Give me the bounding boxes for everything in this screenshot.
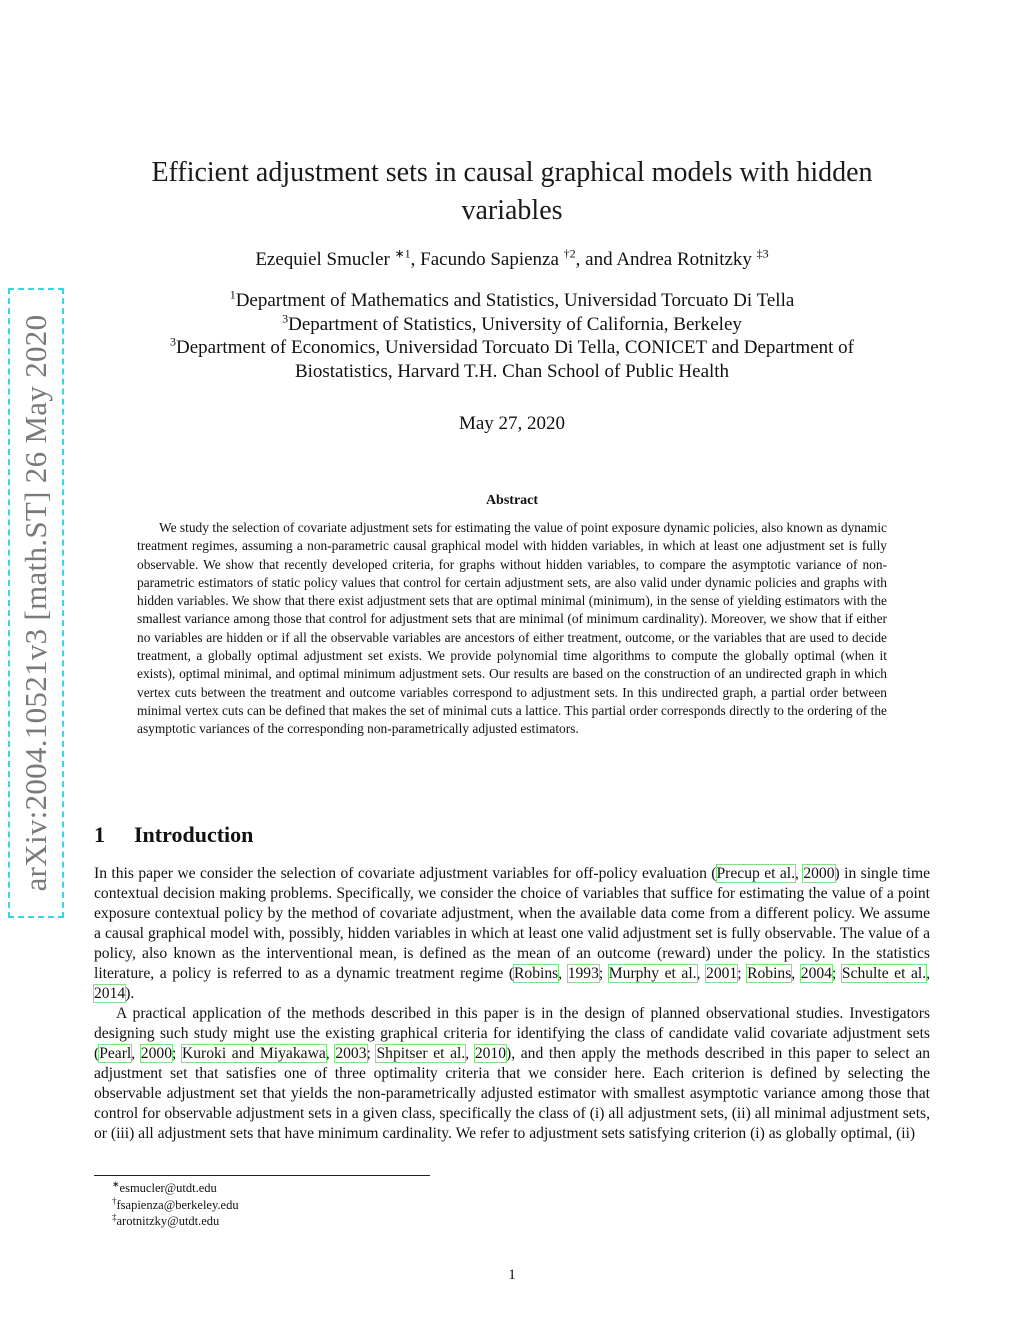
footnote-rule <box>94 1175 430 1176</box>
body-text <box>94 864 930 1144</box>
affiliation-line: $^1$Department of Mathematics and Statistics, Universidad Torcuato Di Tella <box>229 287 795 311</box>
citation-link[interactable]: 2014 <box>94 985 126 1002</box>
section-heading <box>94 822 253 848</box>
author-list <box>120 248 904 272</box>
citation-link[interactable]: 2001 <box>706 965 738 982</box>
citation-link[interactable]: 2000 <box>140 1045 172 1062</box>
paragraph: In this paper we consider the selection of covariate adjustment variables for off-policy evaluation (Precup et al., 2000) in single time contextual decision making problems. Specifically, we consider the choice of variables that suffice for estimating the value of a point exposure contextual policy by the method of covariate adjustment, when the available data come from a different policy. We assume a causal graphical model with, possibly, hidden variables in which at least one valid adjustment set is fully observable. The value of a policy, also known as the interventional mean, is defined as the mean of an outcome (reward) under the policy. In the statistics literature, a policy is referred to as a dynamic treatment regime (Robins, 1993; Murphy et al., 2001; Robins, 2004; Schulte et al., 2014). <box>94 865 931 1002</box>
citation-link[interactable]: Kuroki and Miyakawa <box>181 1045 326 1062</box>
citation-link[interactable]: 2004 <box>800 965 832 982</box>
paper-date: May 27, 2020 <box>458 413 566 434</box>
abstract-heading: Abstract <box>485 493 539 508</box>
citation-link[interactable]: 2000 <box>803 865 835 882</box>
affiliation-line: $^3$Department of Economics, Universidad Torcuato Di Tella, CONICET and Department of <box>170 334 854 358</box>
footnote-email[interactable]: fsapienza@berkeley.edu <box>116 1197 239 1212</box>
citation-link[interactable]: Robins <box>514 965 559 982</box>
abstract-text: We study the selection of covariate adjustment sets for estimating the value of point exposure dynamic policies, also known as dynamic treatment regimes, assuming a non-parametric causal graphical model with hidden variables, in which at least one adjustment set is fully observable. We show that recently developed criteria, for graphs without hidden variables, to compare the asymptotic variance of non-parametric estimators of static policy values that control for certain adjustment sets, are also valid under dynamic policies and graphs with hidden variables. We show that there exist adjustment sets that are optimal minimal (minimum), in the sense of yielding estimators with the smallest variance among those that control for adjustment sets that are minimal (of minimum cardinality). Moreover, we show that if either no variables are hidden or if all the observable variables are ancestors of either treatment, outcome, or the variables that are used to decide treatment, a globally optimal adjustment set exists. We provide polynomial time algorithms to compute the globally optimal (when it exists), optimal minimal, and optimal minimum adjustment sets. Our results are based on the construction of an undirected graph in which vertex cuts between the treatment and outcome variables correspond to adjustment sets. In this undirected graph, a partial order between minimal vertex cuts can be defined that makes the set of minimal cuts a lattice. This partial order corresponds directly to the ordering of the asymptotic variances of the corresponding non-parametrically adjusted estimators. <box>137 520 887 737</box>
affiliation-line: Biostatistics, Harvard T.H. Chan School of Public Health <box>294 360 730 382</box>
section-number: 1 <box>94 822 105 847</box>
author-separator: , and <box>575 249 617 270</box>
author-mark: ‡3 <box>756 246 769 261</box>
citation-link[interactable]: 2010 <box>474 1045 507 1062</box>
author-mark: ∗1 <box>394 246 411 261</box>
paper-title <box>120 154 904 230</box>
footnotes <box>112 1180 239 1230</box>
arxiv-stamp[interactable] <box>8 288 64 918</box>
footnote-email[interactable]: esmucler@utdt.edu <box>119 1181 217 1195</box>
author-name: Ezequiel Smucler <box>255 249 390 270</box>
citation-link[interactable]: Precup et al. <box>716 865 796 882</box>
citation-link[interactable]: Schulte et al. <box>841 965 927 982</box>
footnote: ∗esmucler@utdt.edu <box>112 1178 217 1195</box>
author-name: Andrea Rotnitzky <box>616 249 752 270</box>
author-separator: , <box>410 249 421 270</box>
affiliations <box>110 289 914 383</box>
affiliation-line: $^3$Department of Statistics, University of California, Berkeley <box>282 311 742 335</box>
citation-link[interactable]: 1993 <box>567 965 599 982</box>
title-line-1: Efficient adjustment sets in causal graphical models with hidden <box>151 157 873 188</box>
author-name: Facundo Sapienza <box>420 249 559 270</box>
footnote-email[interactable]: arotnitzky@utdt.edu <box>116 1214 220 1228</box>
section-title: Introduction <box>134 822 254 847</box>
citation-link[interactable]: 2003 <box>335 1045 367 1062</box>
arxiv-id-text: arXiv:2004.10521v3 [math.ST] 26 May 2020 <box>18 314 53 892</box>
citation-link[interactable]: Robins <box>747 965 792 982</box>
page-number: 1 <box>508 1267 516 1283</box>
footnote: ‡arotnitzky@utdt.edu <box>112 1211 220 1228</box>
footnote: †fsapienza@berkeley.edu <box>112 1195 239 1212</box>
citation-link[interactable]: Murphy et al. <box>608 965 697 982</box>
citation-link[interactable]: Pearl <box>99 1045 132 1062</box>
author-mark: †2 <box>563 246 576 261</box>
citation-link[interactable]: Shpitser et al. <box>376 1045 466 1062</box>
title-line-2: variables <box>461 195 563 226</box>
paragraph: A practical application of the methods described in this paper is in the design of planned observational studies. Investigators designing such study might use the existing graphical criteria for identifying the class of candidate valid covariate adjustment sets (Pearl, 2000; Kuroki and Miyakawa, 2003; Shpitser et al., 2010), and then apply the methods described in this paper to select an adjustment set that satisfies one of three optimality criteria that we consider here. Each criterion is defined by selecting the observable adjustment set that yields the non-parametrically adjusted estimator with smallest asymptotic variance among those that control for observable adjustment sets in a given class, specifically the class of (i) all adjustment sets, (ii) all minimal adjustment sets, or (iii) all adjustment sets that have minimum cardinality. We refer to adjustment sets satisfying criterion (i) as globally optimal, (ii) <box>94 1005 931 1142</box>
